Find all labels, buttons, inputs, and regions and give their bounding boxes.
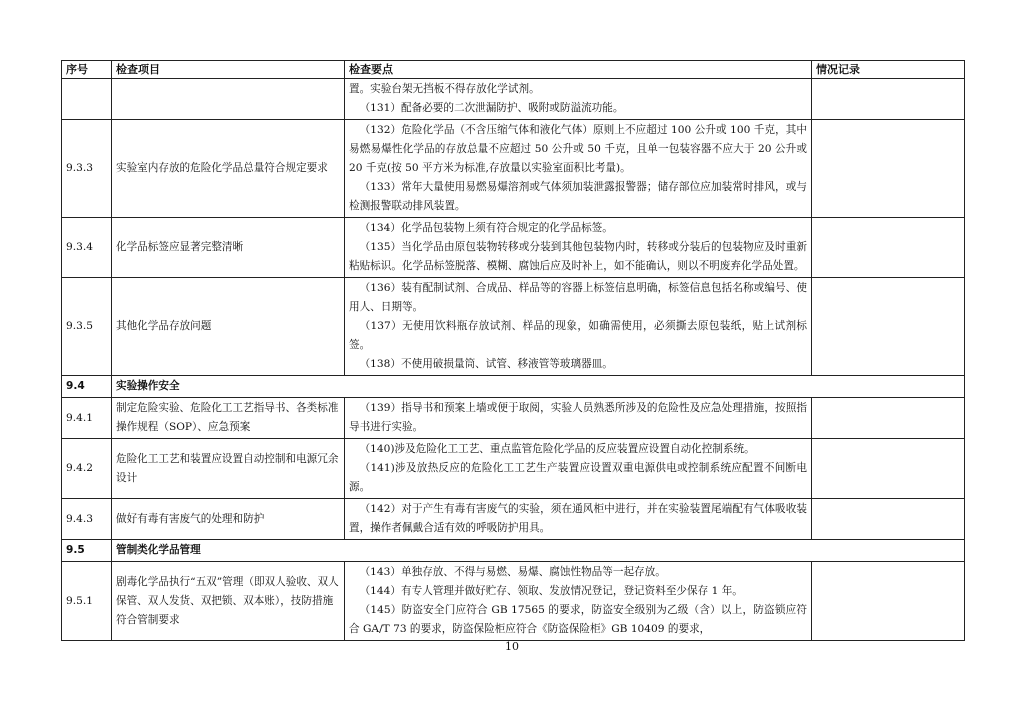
check-points [345, 562, 812, 641]
section-number: 9.4 [62, 376, 112, 398]
check-points [345, 398, 812, 439]
table-row [62, 398, 965, 439]
table-row [62, 562, 965, 641]
header-record: 情况记录 [812, 61, 965, 79]
check-point: （141)涉及放热反应的危险化工工艺生产装置应设置双重电源供电或控制系统应配置不间断电源。 [349, 462, 807, 493]
section-title: 管制类化学品管理 [112, 540, 965, 562]
check-point: （135）当化学品由原包装物转移或分装到其他包装物内时，转移或分装后的包装物应及时重新粘贴标识。化学品标签脱落、模糊、腐蚀后应及时补上，如不能确认，则以不明废弃化学品处置。 [349, 241, 807, 272]
row-number: 9.4.1 [62, 398, 112, 439]
header-item: 检查项目 [112, 61, 345, 79]
row-number: 9.3.3 [62, 120, 112, 218]
section-title: 实验操作安全 [112, 376, 965, 398]
check-item: 其他化学品存放问题 [112, 278, 345, 376]
check-points [345, 218, 812, 278]
check-points [345, 439, 812, 499]
check-point: （138）不使用破损量筒、试管、移液管等玻璃器皿。 [359, 358, 613, 370]
row-number: 9.5.1 [62, 562, 112, 641]
check-item: 做好有毒有害废气的处理和防护 [112, 499, 345, 540]
row-number [62, 79, 112, 120]
check-points [345, 120, 812, 218]
checklist-table [61, 60, 965, 641]
check-point: 置。实验台架无挡板不得存放化学试剂。 [349, 83, 540, 95]
check-points [345, 499, 812, 540]
record-cell[interactable] [812, 439, 965, 499]
record-cell[interactable] [812, 79, 965, 120]
row-number: 9.3.4 [62, 218, 112, 278]
record-cell[interactable] [812, 218, 965, 278]
check-item: 剧毒化学品执行“五双”管理（即双人验收、双人保管、双人发货、双把锁、双本账），技防措施符合管制要求 [112, 562, 345, 641]
table-row [62, 439, 965, 499]
check-item: 制定危险实验、危险化工工艺指导书、各类标准操作规程（SOP）、应急预案 [112, 398, 345, 439]
check-item: 危险化工工艺和装置应设置自动控制和电源冗余设计 [112, 439, 345, 499]
record-cell[interactable] [812, 562, 965, 641]
check-point: （143）单独存放、不得与易燃、易爆、腐蚀性物品等一起存放。 [359, 566, 666, 578]
check-item: 实验室内存放的危险化学品总量符合规定要求 [112, 120, 345, 218]
row-number: 9.3.5 [62, 278, 112, 376]
check-points [345, 278, 812, 376]
check-point: （133）常年大量使用易燃易爆溶剂或气体须加装泄露报警器；储存部位应加装常时排风，或与检测报警联动排风装置。 [349, 181, 807, 212]
record-cell[interactable] [812, 120, 965, 218]
table-row [62, 499, 965, 540]
record-cell[interactable] [812, 278, 965, 376]
check-point: （131）配备必要的二次泄漏防护、吸附或防溢流功能。 [359, 102, 624, 114]
check-point: （134）化学品包装物上须有符合规定的化学品标签。 [359, 222, 613, 234]
record-cell[interactable] [812, 398, 965, 439]
check-item: 化学品标签应显著完整清晰 [112, 218, 345, 278]
row-number: 9.4.3 [62, 499, 112, 540]
record-cell[interactable] [812, 499, 965, 540]
table-header-row [62, 61, 965, 79]
header-points: 检查要点 [345, 61, 812, 79]
check-point: （132）危险化学品（不含压缩气体和液化气体）原则上不应超过 100 公升或 100 千克，其中易燃易爆性化学品的存放总量不应超过 50 公升或 50 千克，且单一包装容器不应大于 20 公升或 20 千克(按 50 平方米为标准,存放量以实验室面积比考量)。 [349, 124, 807, 174]
table-row [62, 120, 965, 218]
page-number: 10 [505, 640, 519, 653]
table-row [62, 278, 965, 376]
table-row [62, 218, 965, 278]
section-row [62, 376, 965, 398]
check-point: （145）防盗安全门应符合 GB 17565 的要求，防盗安全级别为乙级（含）以上，防盗锁应符合 GA/T 73 的要求，防盗保险柜应符合《防盗保险柜》GB 10409 的要求， [349, 604, 807, 635]
check-point: （144）有专人管理并做好贮存、领取、发放情况登记，登记资料至少保存 1 年。 [359, 585, 743, 597]
table-body [62, 79, 965, 641]
check-point: （137）无使用饮料瓶存放试剂、样品的现象，如确需使用，必须撕去原包装纸，贴上试剂标签。 [349, 320, 807, 351]
check-item [112, 79, 345, 120]
check-point: （142）对于产生有毒有害废气的实验，须在通风柜中进行，并在实验装置尾端配有气体吸收装置，操作者佩戴合适有效的呼吸防护用具。 [349, 503, 807, 534]
section-number: 9.5 [62, 540, 112, 562]
check-points [345, 79, 812, 120]
check-point: （140)涉及危险化工工艺、重点监管危险化学品的反应装置应设置自动化控制系统。 [359, 443, 755, 455]
section-row [62, 540, 965, 562]
row-number: 9.4.2 [62, 439, 112, 499]
table-row [62, 79, 965, 120]
check-point: （136）装有配制试剂、合成品、样品等的容器上标签信息明确，标签信息包括名称或编号、使用人、日期等。 [349, 282, 807, 313]
header-no: 序号 [62, 61, 112, 79]
check-point: （139）指导书和预案上墙或便于取阅，实验人员熟悉所涉及的危险性及应急处理措施，按照指导书进行实验。 [349, 402, 807, 433]
